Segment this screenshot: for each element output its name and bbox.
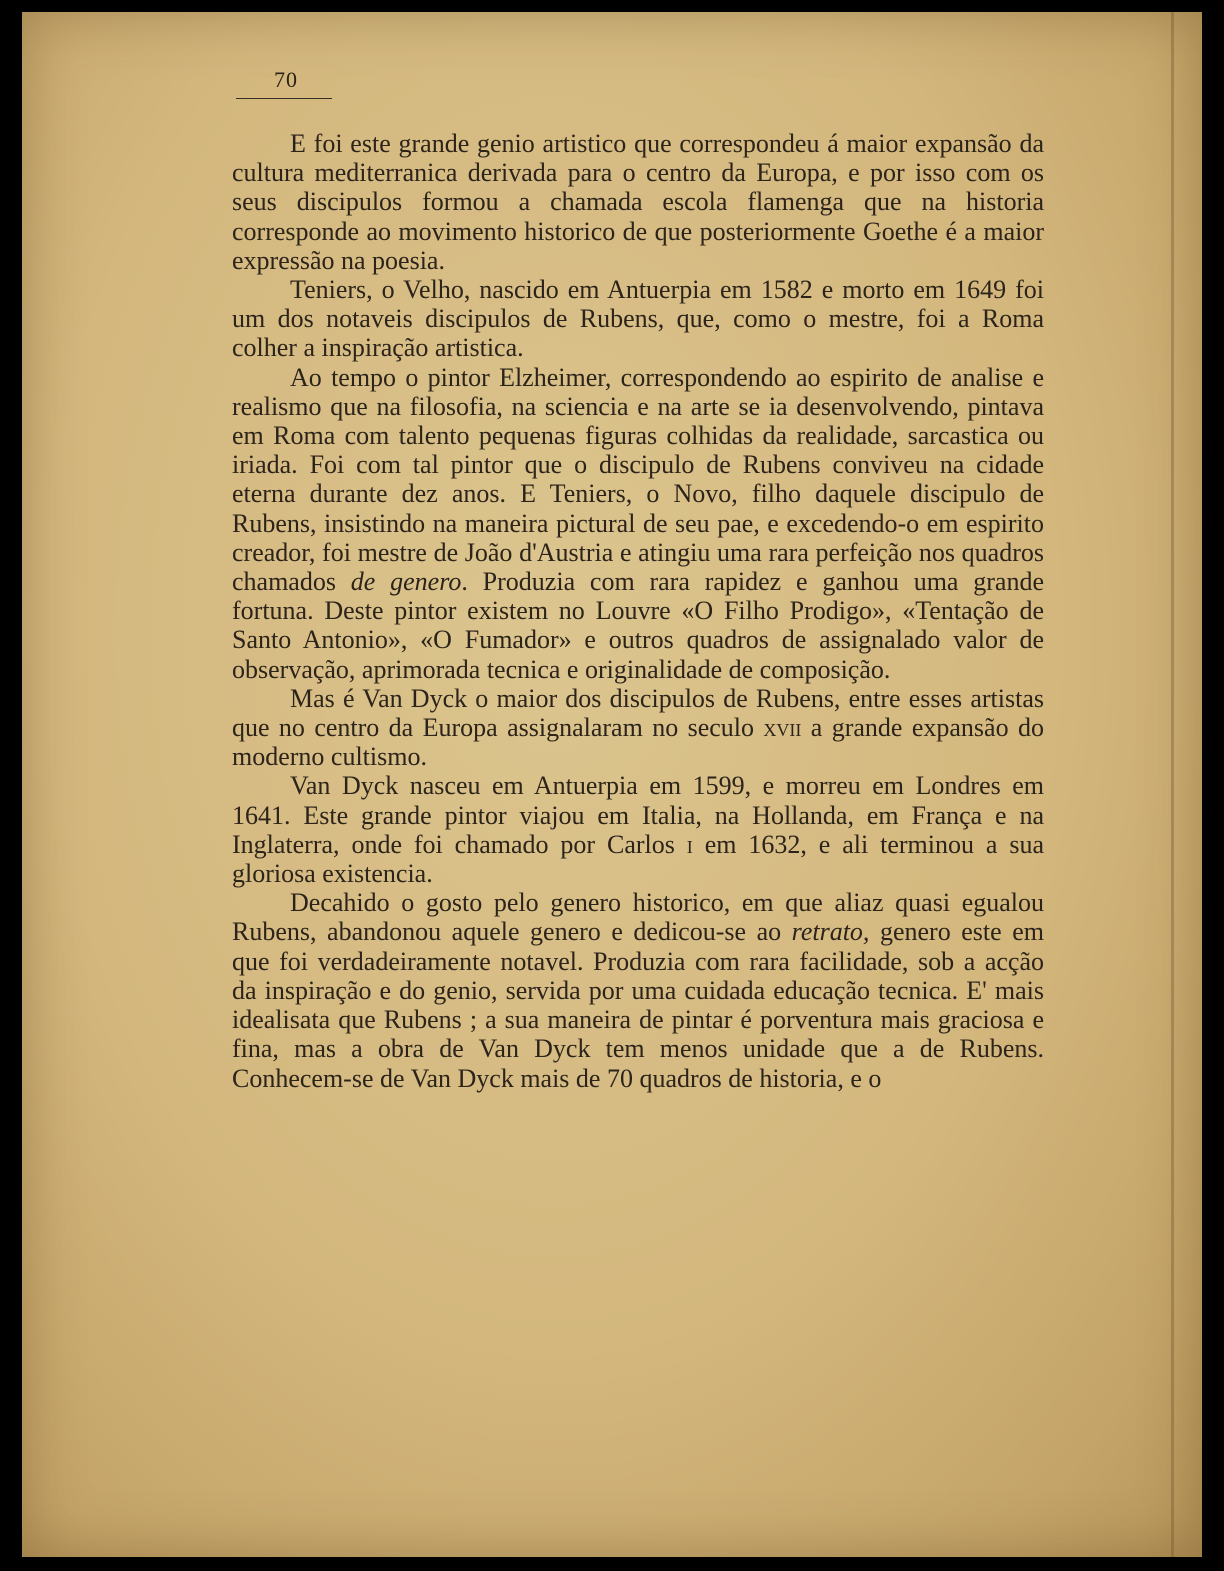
text-run: a grande expansão do moderno cultismo. (232, 713, 1044, 772)
page-number: 70 (274, 67, 298, 92)
text-run: Ao tempo o pintor Elzheimer, correspondendo ao espirito de analise e realismo que na filosofia, na sciencia e na arte se ia desenvolvendo, pintava em Roma com talento pequenas figuras colhidas da realidade, sarcastica ou iriada. Foi com tal pintor que o discipulo de Rubens conviveu na cidade eterna durante dez anos. E Teniers, o Novo, filho daquele discipulo de Rubens, insistindo na maneira pictural de seu pae, e excedendo-o em espirito creador, foi mestre de João d'Austria e atingiu uma rara perfeição nos quadros chamados (232, 362, 1044, 597)
text-run: em 1632, e ali terminou a sua gloriosa existencia. (232, 829, 1044, 889)
paragraph (232, 363, 1044, 684)
book-page (22, 12, 1202, 1557)
italic-term: de genero (350, 567, 462, 597)
roman-numeral: xvii (763, 713, 802, 743)
paragraph (232, 684, 1044, 772)
paragraph (232, 275, 1044, 363)
text-run: E foi este grande genio artistico que correspondeu á maior expansão da cultura mediterranica derivada para o centro da Europa, e por isso com os seus discipulos formou a chamada escola flamenga que na historia corresponde ao movimento historico de que posteriormente Goethe é a maior expressão na poesia. (232, 129, 1044, 275)
paragraph (232, 771, 1044, 888)
text-run: . Produzia com rara rapidez e ganhou uma grande fortuna. Deste pintor existem no Louvre «O Filho Prodigo», «Tentação de Santo Antonio», «O Fumador» e outros quadros de assignalado valor de observação, aprimorada tecnica e originalidade de composição. (232, 567, 1045, 684)
text-run: Teniers, o Velho, nascido em Antuerpia em 1582 e morto em 1649 foi um dos notaveis discipulos de Rubens, que, como o mestre, foi a Roma colher a inspiração artistica. (232, 275, 1044, 363)
text-run: Van Dyck nasceu em Antuerpia em 1599, e morreu em Londres em 1641. Este grande pintor viajou em Italia, na Hollanda, em França e na Inglaterra, onde foi chamado por Carlos (232, 771, 1044, 859)
header-rule (236, 98, 332, 99)
italic-term: retrato, (791, 917, 870, 947)
paragraph (232, 129, 1044, 275)
roman-numeral: i (686, 829, 693, 859)
body-text (232, 129, 1044, 1093)
text-run: Mas é Van Dyck o maior dos discipulos de Rubens, entre esses artistas que no centro da Europa assignalaram no seculo (232, 683, 1044, 743)
text-run: Decahido o gosto pelo genero historico, em que aliaz quasi egualou Rubens, abandonou aquele genero e dedicou-se ao (232, 888, 1044, 947)
text-run: genero este em que foi verdadeiramente notavel. Produzia com rara facilidade, sob a acção da inspiração e do genio, servida por uma cuidada educação tecnica. E' mais idealisata que Rubens ; a sua maneira de pintar é porventura mais graciosa e fina, mas a obra de Van Dyck tem menos unidade que a de Rubens. Conhecem-se de Van Dyck mais de 70 quadros de historia, e o (232, 917, 1044, 1093)
paragraph (232, 888, 1044, 1092)
